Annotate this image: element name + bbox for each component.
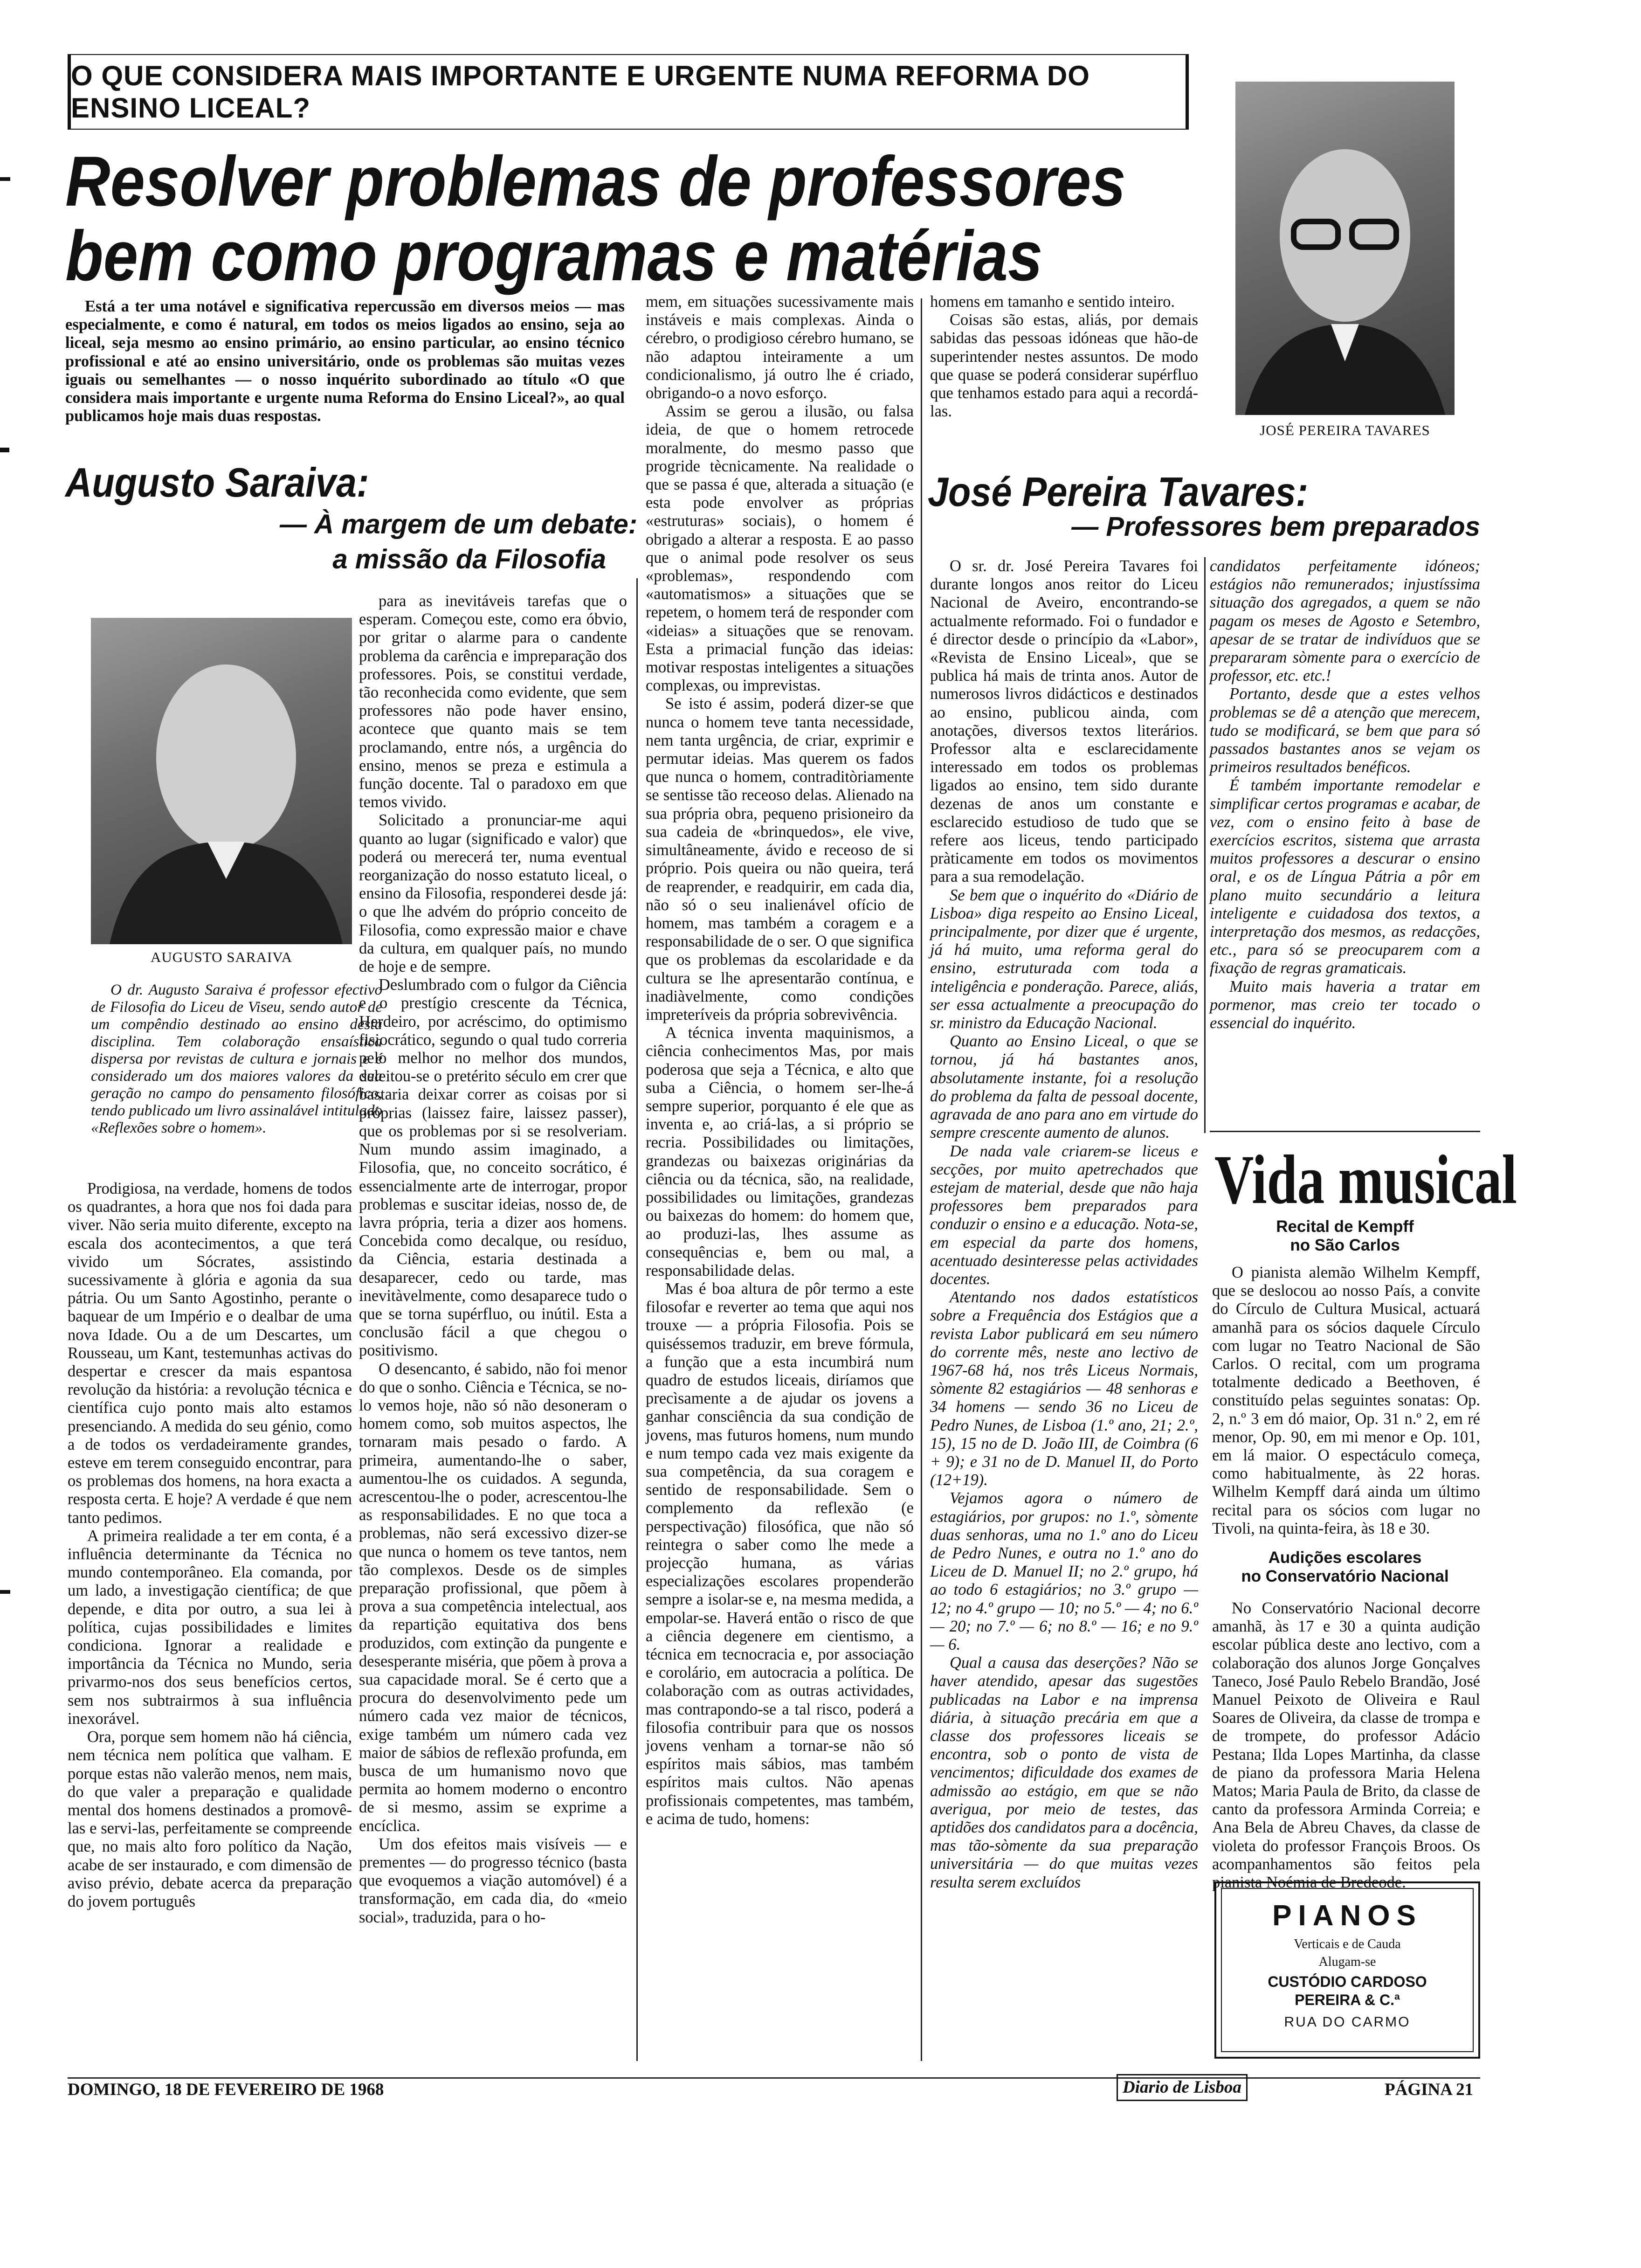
banner-text: O QUE CONSIDERA MAIS IMPORTANTE E URGENTE NUMA REFORMA DO ENSINO LICEAL? [71,60,1090,124]
article-paragraph: Atentando nos dados estatísticos sobre a Frequência dos Estágios que a revista Labor publicará em seu número do corrente mês, neste ano lectivo de 1967-68 há, nos três Liceus Normais, sòmente 82 estagiários — 48 senhoras e 34 homens — sendo 36 no Liceu de Pedro Nunes, de Lisboa (1.º ano, 21; 2.º, 15), 15 no de D. João III, de Coimbra (6 + 9); e 31 no de D. Manuel II, do Porto (12+19). [930,1288,1198,1489]
article-paragraph: Deslumbrado com o fulgor da Ciência e o prestígio crescente da Técnica, Herdeiro, por acréscimo, do optimismo fisiocrático, segundo o qual tudo correria pelo melhor no melhor dos mundos, deleitou-se o pretérito século em crer que bastaria deixar correr as coisas por si próprias (laissez faire, laissez passer), que os problemas por si se resolveriam. Num mundo assim imaginado, a Filosofia, que, no conceito socrático, é essencialmente arte de interrogar, propor problemas e suscitar ideias, nosso de, de lavra própria, teria a dizer aos homens. Concebida como decalque, ou resíduo, da Ciência, estaria destinada a desaparecer, cedo ou tarde, mas inevitàvelmente, como desaparece tudo o que se torna supérfluo, ou inútil. Esta a conclusão fácil a que chegou o positivismo. [359,976,627,1360]
portrait-silhouette-icon [1235,82,1455,415]
augusto-column-4 [930,293,1198,421]
inquiry-banner [68,54,1189,130]
article-paragraph: A técnica inventa maquinismos, a ciência conhecimentos Mas, por mais poderosa que seja a Técnica, e alto que suba a Ciência, o homem ser-lhe-á sempre superior, porquanto é ele que as inventa e, ao criá-las, a si próprio se recria. Possibilidades ou limitações, grandezas ou baixezas originárias da ciência ou da técnica, são, na realidade, possibilidades ou limitações, grandezas ou baixezas do homem: do homem que, ao produzi-las, lhes assume as consequências e, bem ou mal, a responsabilidade delas. [646,1024,914,1279]
kempff-subheading-line1: Recital de Kempff [1276,1217,1414,1236]
article-paragraph: Portanto, desde que a estes velhos problemas se dê a atenção que merecem, tudo se modificará, se bem que para só passados bastantes anos se vejam os primeiros resultados benéficos. [1210,685,1480,776]
augusto-column-1 [68,1180,352,1911]
registration-mark [0,177,10,181]
jose-column-b [1210,557,1480,1032]
article-paragraph: No Conservatório Nacional decorre amanhã, às 17 e 30 a quinta audição escolar pública deste ano lectivo, com a colaboração dos alunos Jorge Gonçalves Taneco, José Paulo Rebelo Brandão, José Manuel Peixoto de Oliveira e Raul Soares de Oliveira, da classe de trompa e de trompete, do professor Adácio Pestana; Ilda Lopes Martinha, da classe de piano da professora Maria Helena Matos; Maria Paula de Brito, da classe de canto da professora Arminda Correia; e Ana Bela de Abreu Chaves, da classe de violeta do professor François Broos. Os acompanhamentos são feitos pela pianista Noémia de Bredeode. [1212,1599,1480,1892]
audicoes-subheading-line1: Audições escolares [1268,1549,1422,1567]
augusto-name-heading: Augusto Saraiva: [65,459,369,505]
augusto-photo-caption: AUGUSTO SARAIVA [150,949,293,965]
article-paragraph: O pianista alemão Wilhelm Kempff, que se deslocou ao nosso País, a convite do Círculo de Cultura Musical, actuará amanhã para os sócios daquele Círculo com lugar no Teatro Nacional de São Carlos. O recital, com um programa totalmente dedicado a Beethoven, é constituído pelas seguintes sonatas: Op. 2, n.º 3 em dó maior, Op. 31 n.º 2, em ré menor, Op. 90, em mi menor e Op. 101, em lá maior. O espectáculo começa, como habitualmente, às 22 horas. Wilhelm Kempff dará ainda um último recital para os sócios com lugar no Tivoli, na quinta-feira, às 18 e 30. [1212,1264,1480,1537]
jose-subtitle: — Professores bem preparados [1071,512,1480,542]
article-paragraph: candidatos perfeitamente idóneos; estágios não remunerados; injustíssima situação dos agregados, a quem se não pagam os meses de Agosto e Setembro, apesar de se tratar de indivíduos que se prepararam sòmente para o exercício de professor, etc. etc.! [1210,557,1480,685]
article-paragraph: Assim se gerou a ilusão, ou falsa ideia, de que o homem retrocede moralmente, do mesmo passo que progride tècnicamente. Na realidade o que se passa é que, alterada a situação (e esta pode envolver as próprias «estruturas» sociais), o homem é obrigado a alterar a resposta. E ao passo que o animal pode resolver os seus «problemas», respondendo com «automatismos» a situações que se repetem, o homem terá de responder com «ideias» a situações que se renovam. Esta a primacial função das ideias: motivar respostas inteligentes a situações complexas, ou imprevistas. [646,402,914,695]
article-paragraph: Ora, porque sem homem não há ciência, nem técnica nem política que valham. E porque estas não valerão menos, nem mais, do que valer a preparação e qualidade mental dos homens destinados a promovê-las e servi-las, perfeitamente se compreende que, no mais alto foro político da Nação, acabe de ser instaurado, e com dimensão de aviso prévio, debate acerca da preparação do jovem português [68,1728,352,1910]
article-paragraph: O sr. dr. José Pereira Tavares foi durante longos anos reitor do Liceu Nacional de Aveiro, encontrando-se actualmente reformado. Foi o fundador e é director desde o princípio da «Labor», «Revista de Ensino Liceal», que se publica há mais de trinta anos. Autor de numerosos livros didácticos e destinados ao ensino, publicou ainda, com anotações, diversos textos literários. Professor alta e esclarecidamente interessado em todos os problemas ligados ao ensino, tem sido durante dezenas de anos um constante e esclarecido estudioso de tudo que se refere aos liceus, tendo participado pràticamente em todos os movimentos para a sua remodelação. [930,557,1198,886]
column-rule [1204,557,1206,1133]
footer-date: DOMINGO, 18 DE FEVEREIRO DE 1968 [68,2080,384,2099]
main-headline-line1: Resolver problemas de professores [65,142,1126,221]
column-rule [921,298,922,2061]
article-paragraph: De nada vale criarem-se liceus e secções, por muito apetrechados que estejam de material, desde que não haja professores bem preparados para conduzir o ensino e a educação. Nota-se, em especial da parte dos homens, acentuado desinteresse pelas actividades docentes. [930,1142,1198,1288]
intro-text: Está a ter uma notável e significativa repercussão em diversos meios — mas especialmente, e como é natural, em todos os meios ligados ao ensino, seja ao liceal, seja mesmo ao ensino primário, ao ensino particular, ao ensino técnico profissional e até ao ensino universitário, onde os problemas são muitas vezes iguais ou semelhantes — o nosso inquérito subordinado ao título «O que considera mais importante e urgente numa Reforma do Ensino Liceal?», ao qual publicamos hoje mais duas respostas. [65,297,625,425]
footer-rule [68,2077,1480,2079]
article-paragraph: Um dos efeitos mais visíveis — e prementes — do progresso técnico (basta que evoquemos a viação automóvel) é a transformação, em cada dia, do «meio social», traduzida, para o ho- [359,1835,627,1926]
section-rule [1210,1131,1480,1132]
article-paragraph: para as inevitáveis tarefas que o esperam. Começou este, como era óbvio, por gritar o alarme para o candente problema da carência e impreparação dos professores. Pois, se constitui verdade, tão reconhecida como evidente, que sem professores não pode haver ensino, acontece que quanto mais se tem proclamando, entre nós, a urgência do ensino, menos se preza e estimula a função docente. Tal o paradoxo em que temos vivido. [359,592,627,811]
registration-mark [0,448,9,452]
ad-line-3: CUSTÓDIO CARDOSO [1268,1973,1427,1990]
article-paragraph: Vejamos agora o número de estagiários, por grupos: no 1.º, sòmente duas senhoras, uma no 1.º ano do Liceu de Pedro Nunes, e outra no 1.º ano do Liceu de D. Manuel II; no 2.º grupo, há ao todo 6 estagiários; no 3.º grupo — 12; no 4.º grupo — 10; no 5.º — 4; no 6.º — 20; no 7.º — 6; no 8.º — 16; e no 9.º — 6. [930,1489,1198,1653]
augusto-column-3 [646,293,914,1828]
ad-line-5: RUA DO CARMO [1284,2014,1411,2030]
article-paragraph: Se isto é assim, poderá dizer-se que nunca o homem teve tanta necessidade, nem tanta urgência, de criar, exprimir e permutar ideias. Mas querem os fados que nunca o homem, contraditòriamente se sentisse tão receoso delas. Alienado na sua própria obra, pequeno prisioneiro da sua cadeia de «brinquedos», ele vive, simultâneamente, ávido e receoso de si próprio. Pois queira ou não queira, terá de reaprender, e readquirir, em cada dia, não só o seu inalienável ofício de homem, mas também a coragem e a responsabilidade de o ser. O que significa que os problemas da escolaridade e da cultura se lhe apresentarão contínua, e inadiàvelmente, como condições impreteríveis da própria sobrevivência. [646,695,914,1023]
audicoes-subheading-line2: no Conservatório Nacional [1241,1567,1449,1585]
kempff-subheading-line2: no São Carlos [1290,1236,1400,1254]
footer-page-number: PÁGINA 21 [1385,2080,1474,2099]
article-paragraph: Quanto ao Ensino Liceal, o que se tornou, já há bastantes anos, absolutamente instante, foi a resolução do problema da falta de pessoal docente, agravada de ano para ano em virtude do sempre crescente aumento de alunos. [930,1032,1198,1142]
augusto-bio-text: O dr. Augusto Saraiva é professor efectivo de Filosofia do Liceu de Viseu, sendo autor de um compêndio destinado ao ensino desta disciplina. Tem colaboração ensaística dispersa por revistas de cultura e jornais e é considerado um dos maiores valores da sua geração no campo do pensamento filosófico, tendo publicado um livro assinalável intitulado «Reflexões sobre o homem». [91,982,382,1136]
article-paragraph: Coisas são estas, aliás, por demais sabidas das pessoas idóneas que hão-de superintender nestes assuntos. De modo que quase se poderá considerar supérfluo que tenhamos estado para aqui a recordá-las. [930,311,1198,421]
article-paragraph: Mas é boa altura de pôr termo a este filosofar e reverter ao tema que aqui nos trouxe — a própria Filosofia. Pois se quiséssemos traduzir, em breve fórmula, a função que a esta incumbirá num quadro de estudos liceais, diríamos que precìsamente a de ajudar os jovens a ganhar consciência da sua condição de jovens, mas futuros homens, num mundo e num tempo cada vez mais exigente da sua competência, da sua coragem e sentido de responsabilidade. Sem o complemento da reflexão (e perspectivação) filosófica, que não só reintegra o saber como lhe mede a projecção humana, as várias especializações escolares propenderão sempre a isolar-se e, na mesma medida, a empolar-se. Haverá então o risco de que a ciência degenere em cientismo, a técnica em tecnocracia e, por associação e corolário, em autocracia a política. De colaboração com as outras actividades, mas contrapondo-se a tal risco, poderá a filosofia contribuir para que os nossos jovens venham a tornar-se não só espíritos mais sábios, mas também espíritos mais cultos. Não apenas profissionais competentes, mas também, e acima de tudo, homens: [646,1279,914,1828]
ad-title: PIANOS [1272,1900,1422,1932]
registration-mark [0,1590,10,1594]
jose-column-a [930,557,1198,1892]
article-paragraph: Muito mais haveria a tratar em pormenor, mas creio ter tocado o essencial do inquérito. [1210,977,1480,1032]
jose-name-heading: José Pereira Tavares: [928,469,1309,515]
article-paragraph: A primeira realidade a ter em conta, é a influência determinante da Técnica no mundo contemporâneo. Ela comanda, por um lado, a investigação científica; de que depende, e dita por outro, a sua lei à política, cujas possibilidades e limites condiciona. Ignorar a realidade e importância da Técnica no Mundo, seria privarmo-nos dos seus benefícios certos, sem nos subtrairmos à sua influência inexorável. [68,1527,352,1728]
article-paragraph: mem, em situações sucessivamente mais instáveis e mais complexas. Ainda o cérebro, o prodigioso cérebro humano, se não adaptou inteiramente a um condicionalismo, já outro lhe é criado, obrigando-o a novo esforço. [646,293,914,402]
article-paragraph: Se bem que o inquérito do «Diário de Lisboa» diga respeito ao Ensino Liceal, principalmente, por dizer que é urgente, já há muito, uma reforma geral do ensino, estruturada com toda a inteligência e ponderação. Parece, aliás, ser essa actualmente a preocupação do sr. ministro da Educação Nacional. [930,886,1198,1032]
audicoes-paragraph [1212,1599,1480,1892]
article-paragraph: homens em tamanho e sentido inteiro. [930,293,1175,311]
article-paragraph: Solicitado a pronunciar-me aqui quanto ao lugar (significado e valor) que poderá ou merecerá ter, numa eventual reorganização do nosso estatuto liceal, o ensino da Filosofia, responderei desde já: o que lhe advém do próprio conceito de Filosofia, como expressão maior e chave da cultura, em qualquer país, no mundo de hoje e de sempre. [359,811,627,976]
augusto-column-2 [359,592,627,1927]
footer-masthead: Diario de Lisboa [1117,2074,1248,2101]
ad-line-1: Verticais e de Cauda [1294,1937,1401,1951]
portrait-silhouette-icon [91,618,352,944]
ad-inner-frame [1221,1888,1474,2052]
ad-line-2: Alugam-se [1318,1955,1376,1969]
intro-paragraph [65,297,625,425]
article-paragraph: O desencanto, é sabido, não foi menor do que o sonho. Ciência e Técnica, se no-lo vemos hoje, não só não desoneram o homem como, sob muitos aspectos, lhe tornaram mais pesado o fardo. A primeira, aumentando-lhe o saber, aumentou-lhe os cuidados. A segunda, acrescentou-lhe o poder, acrescentou-lhe as responsabilidades. E no que toca a problemas, não será excessivo dizer-se que nunca o homem os teve tantos, nem tão complexos. Desde os de simples preparação profissional, que põem à prova a sua competência intelectual, aos da repartição equitativa dos bens produzidos, com extinção da pungente e desesperante miséria, que põem à prova a sua capacidade moral. Se é certo que a procura do desenvolvimento pede um número cada vez maior de técnicos, exige também um número cada vez maior de sábios de reflexão profunda, em busca de um humanismo novo que permita ao homem moderno o encontro de si mesmo, assim se exprime a encíclica. [359,1360,627,1835]
vida-musical-title: Vida musical [1214,1141,1517,1218]
augusto-bio [91,982,382,1137]
column-rule [636,578,638,2061]
ad-line-4: PEREIRA & C.ª [1295,1991,1400,2008]
article-paragraph: Qual a causa das deserções? Não se haver atendido, apesar das sugestões publicadas na Labor e na imprensa diária, à situação precária em que a classe dos professores liceais se encontra, sob o ponto de vista de vencimentos; dificuldade dos exames de admissão ao estágio, em que se não averigua, por meio de testes, das aptidões dos candidatos para a docência, mas tão-sòmente da sua preparação universitária — do que muitas vezes resulta serem excluídos [930,1654,1198,1891]
article-paragraph: Prodigiosa, na verdade, homens de todos os quadrantes, a hora que nos foi dada para viver. Não seria muito diferente, excepto na escala dos acontecimentos, a que terá vivido um Sócrates, assistindo sucessivamente à glória e agonia da sua pátria. Ou um Santo Agostinho, perante o baquear de um Império e o dealbar de uma nova Idade. Ou a de um Descartes, um Rousseau, um Kant, testemunhas activas do despertar e crescer da mais espantosa revolução da história: a revolução técnica e científica cujo ponto mais alto estamos presenciando. A medida do seu génio, como a de todos os verdadeiramente grandes, esteve em terem conseguido encontrar, para os problemas dos homens, na hora exacta a resposta certa. E hoje? A verdade é que nem tanto pedimos. [68,1180,352,1527]
main-headline-line2: bem como programas e matérias [65,216,1043,296]
augusto-subtitle-line1: — À margem de um debate: [280,509,638,539]
jose-photo-caption: JOSÉ PEREIRA TAVARES [1260,422,1430,438]
jose-pereira-tavares-photo [1235,82,1455,415]
kempff-paragraph [1212,1264,1480,1538]
article-paragraph: É também importante remodelar e simplificar certos programas e acabar, de vez, com o ensino feito à base de exercícios escritos, sistema que arrasta muitos professores a descurar o ensino oral, e os de Língua Pátria a pôr em plano muito secundário a leitura inteligente e cuidadosa dos textos, a interpretação dos mesmos, as redacções, etc., para só se preocuparem com a fixação de regras gramaticais. [1210,776,1480,977]
augusto-subtitle-line2: a missão da Filosofia [332,544,606,574]
pianos-advertisement [1214,1881,1480,2059]
augusto-saraiva-photo [91,618,352,944]
